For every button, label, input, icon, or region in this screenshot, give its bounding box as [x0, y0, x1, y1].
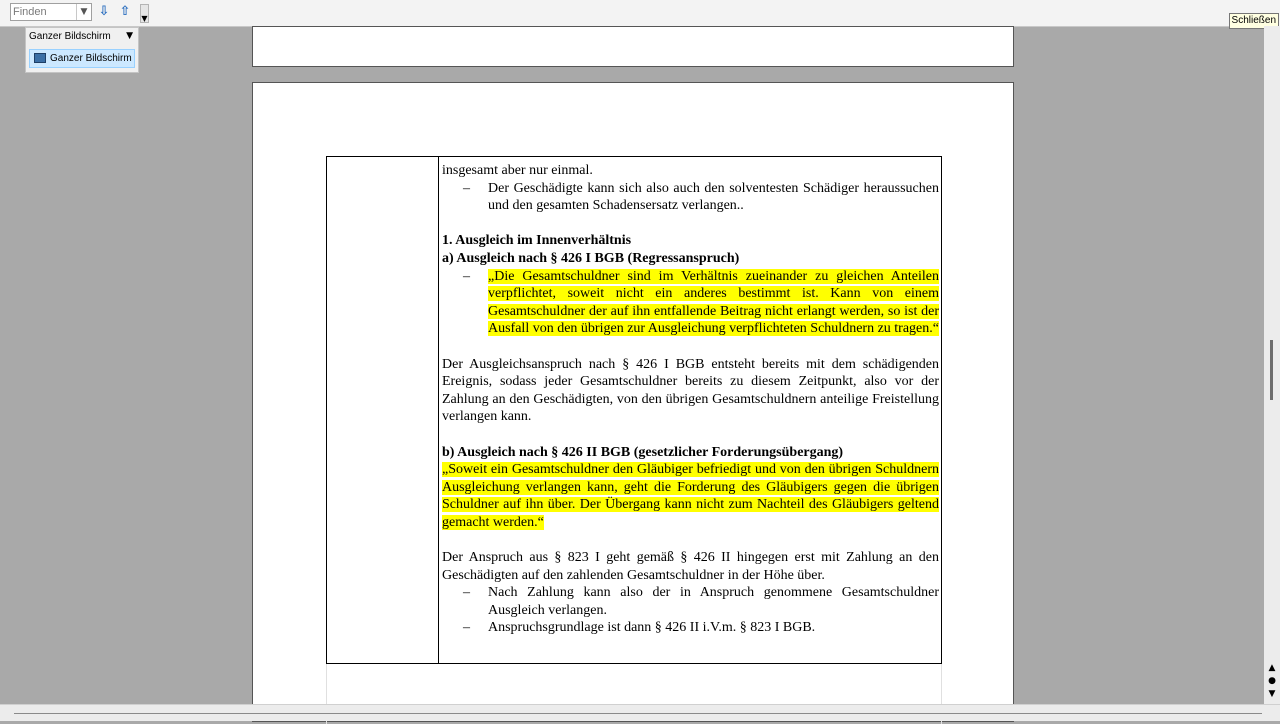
zoom-option-full-screen[interactable] [29, 49, 135, 68]
paragraph-b: Der Anspruch aus § 823 I geht gemäß § 426 II hingegen erst mit Zahlung an den Geschädigten auf den zahlenden Gesamtschuldner in der Höhe über. [442, 550, 939, 583]
document-table [326, 156, 942, 664]
scroll-select-object-icon[interactable]: ● [1268, 676, 1276, 686]
highlighted-quote-b: „Soweit ein Gesamtschuldner den Gläubiger befriedigt und von den übrigen Schuldnern Ausgleichung verlangen kann, geht die Forderung des Gläubigers gegen die übrigen Schuldner auf ihn über. Der Übergang kann nicht zum Nachteil des Gläubigers geltend gemacht werden.“ [442, 462, 939, 530]
dash-bullet: – [463, 268, 470, 284]
list-item-text: Anspruchsgrundlage ist dann § 426 II i.V.m. § 823 I BGB. [488, 620, 816, 636]
list-item-text: Nach Zahlung kann also der in Anspruch genommene Gesamtschuldner Ausgleich verlangen. [488, 585, 939, 618]
list-item-text: Der Geschädigte kann sich also auch den solventesten Schädiger heraussuchen und den gesamten Schadensersatz verlangen.. [488, 180, 939, 214]
list-item [442, 584, 939, 619]
zoom-option-label: Ganzer Bildschirm [50, 53, 132, 64]
find-dropdown-chevron-down-icon[interactable]: ▼ [76, 4, 91, 20]
find-combobox[interactable] [10, 3, 92, 21]
zoom-selected-value: Ganzer Bildschirm [29, 31, 111, 42]
scroll-page-up-icon[interactable]: ▲ [1268, 663, 1276, 673]
find-toolbar [0, 0, 1280, 27]
vertical-scroll-thumb[interactable] [1270, 340, 1273, 400]
subsection-heading-a: a) Ausgleich nach § 426 I BGB (Regressanspruch) [442, 250, 740, 266]
list-item [442, 619, 939, 637]
monitor-icon [34, 53, 46, 63]
find-next-arrow-down-icon[interactable]: ⇩ [98, 4, 110, 19]
find-previous-arrow-up-icon[interactable]: ⇧ [119, 4, 131, 19]
zoom-dropdown-header[interactable] [26, 28, 138, 46]
horizontal-scrollbar[interactable] [0, 704, 1280, 721]
quote-list-item [442, 268, 939, 338]
document-page [252, 82, 1014, 722]
paragraph-a: Der Ausgleichsanspruch nach § 426 I BGB entsteht bereits mit dem schädigenden Ereignis, sodass jeder Gesamtschuldner bereits zu diesem Zeitpunkt, also vor der Zahlung an den Geschädigten, von den übrigen Gesamtschuldnern anteilige Freistellung verlangen kann. [442, 356, 939, 425]
horizontal-scroll-track[interactable] [14, 713, 1262, 714]
find-input[interactable] [11, 4, 77, 20]
scroll-page-down-icon[interactable]: ▼ [1268, 689, 1276, 699]
previous-page [252, 26, 1014, 67]
vertical-scrollbar[interactable] [1264, 26, 1280, 704]
toolbar-more-chevron-down-icon[interactable]: ▼ [140, 4, 149, 23]
table-left-column [327, 157, 439, 663]
text-line: insgesamt aber nur einmal. [442, 163, 593, 178]
subsection-heading-b: b) Ausgleich nach § 426 II BGB (gesetzlicher Forderungsübergang) [442, 444, 844, 460]
zoom-dropdown[interactable] [25, 27, 139, 73]
list-item [442, 180, 939, 215]
dash-bullet: – [463, 620, 470, 636]
close-tooltip[interactable]: Schließen [1229, 13, 1279, 29]
dash-bullet: – [463, 180, 470, 196]
chevron-down-icon[interactable]: ▼ [126, 31, 133, 41]
section-heading: 1. Ausgleich im Innenverhältnis [442, 233, 632, 249]
highlighted-quote-a: „Die Gesamtschuldner sind im Verhältnis zueinander zu gleichen Anteilen verpflichtet, soweit nicht ein anderes bestimmt ist. Kann von einem Gesamtschuldner der auf ihn entfallende Beitrag nicht erlangt werden, so ist der Ausfall von den übrigen zur Ausgleichung verpflichteten Schuldnern zu tragen.“ [488, 268, 939, 337]
dash-bullet: – [463, 585, 470, 601]
table-content-cell [442, 162, 939, 637]
